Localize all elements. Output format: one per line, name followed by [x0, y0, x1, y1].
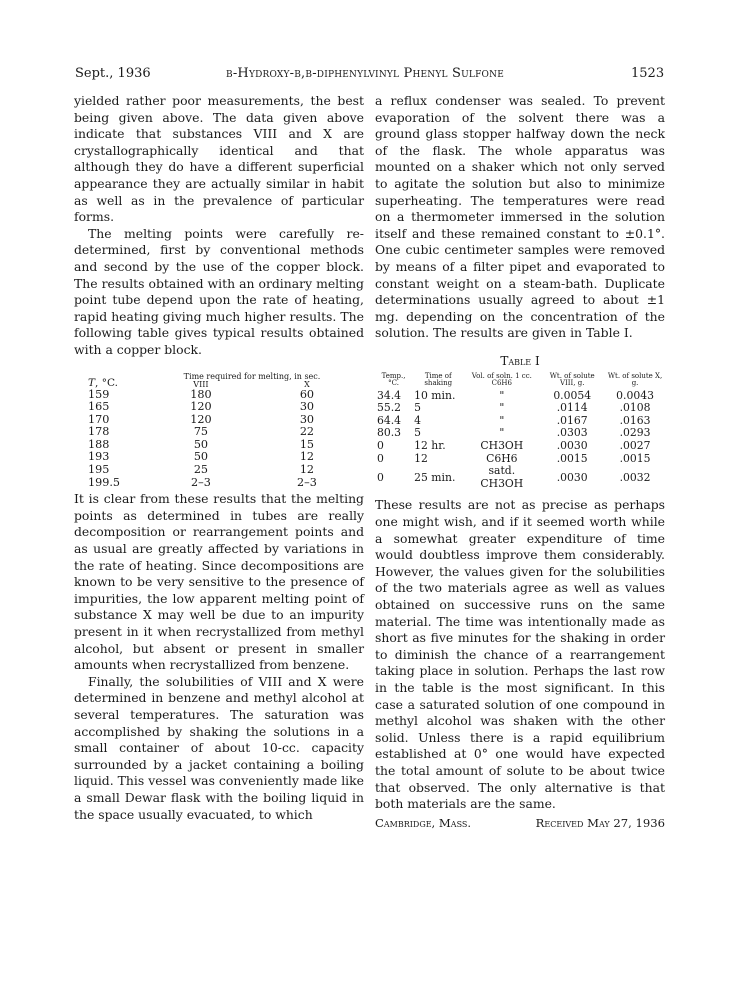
table-cell: 199.5: [88, 475, 121, 489]
table-cell: 180: [190, 387, 212, 401]
paragraph: It is clear from these results that the melting points as determined in tubes are really decomposition or rearrangement points and as usual are greatly affected by variations in the rate of heating. Since decompositions are known to be very sensitive to the presence of impurities, the low apparent melting point of substance X may well be due to an impurity present in it when recrystallized from methyl alcohol, but absent or present in smaller amounts when recrystallized from benzene.: [74, 491, 364, 673]
table-cell: 0: [377, 451, 384, 465]
table-row: [375, 453, 665, 466]
table-cell: 0: [377, 470, 384, 484]
table-cell: 5: [414, 426, 421, 440]
table-cell: .0027: [619, 439, 651, 453]
table-cell: 12: [299, 450, 315, 464]
table-cell: 50: [193, 450, 209, 464]
table-cell: 10 min.: [414, 388, 456, 402]
table-cell: C6H6: [486, 451, 518, 465]
melting-time-table: [88, 373, 358, 490]
table-cell: 75: [193, 425, 209, 439]
page-number: 1523: [631, 66, 665, 81]
table-cell: 188: [88, 437, 110, 451]
table-cell: 15: [299, 437, 315, 451]
table-cell: 2–3: [191, 475, 211, 489]
table-row: [88, 426, 358, 439]
table-cell: CH3OH: [480, 439, 524, 453]
table-cell: .0114: [556, 401, 588, 415]
received-date: Received May 27, 1936: [535, 815, 665, 830]
table-cell: .0108: [619, 401, 651, 415]
table-cell: 22: [299, 425, 315, 439]
left-column: [74, 93, 364, 823]
table-cell: 2–3: [297, 475, 317, 489]
table-cell: .0163: [619, 413, 651, 427]
table-cell: 195: [88, 463, 110, 477]
table-cell: 178: [88, 425, 110, 439]
table-cell: 0: [377, 439, 384, 453]
table-cell: 55.2: [377, 401, 402, 415]
table-body: [88, 389, 358, 490]
table-cell: 159: [88, 387, 110, 401]
table-row: [375, 402, 665, 415]
table-caption: Table I: [500, 353, 540, 368]
col-header-temp: T, °C.: [88, 376, 118, 389]
table-row: [88, 401, 358, 414]
col-header: Temp., °C.: [381, 371, 406, 388]
table-cell: 170: [88, 412, 110, 426]
col-header: Time of shaking: [424, 371, 453, 388]
table-cell: 25: [193, 463, 209, 477]
col-header: Wt. of solute VIII, g.: [549, 371, 595, 388]
col-header: Vol. of soln. 1 cc. C6H6: [471, 371, 532, 388]
table-cell: 12: [414, 451, 428, 465]
table-cell: 25 min.: [414, 470, 456, 484]
table-cell: 120: [190, 412, 212, 426]
running-head-date: Sept., 1936: [75, 66, 151, 81]
table-row: [88, 414, 358, 427]
table-cell: .0167: [556, 413, 588, 427]
table-cell: 12: [299, 463, 315, 477]
table-cell: ": [499, 401, 505, 415]
table-cell: 50: [193, 437, 209, 451]
table-cell: 0.0054: [553, 388, 592, 402]
table-row: [88, 477, 358, 490]
table-cell: 34.4: [377, 388, 402, 402]
table-cell: .0032: [619, 470, 651, 484]
table-cell: 60: [299, 387, 315, 401]
paragraph: a reflux condenser was sealed. To prevent evaporation of the solvent there was a ground glass stopper halfway down the neck of the flask. The whole apparatus was mounted on a shaker which not only served to agitate the solution but also to minimize superheating. The temperatures were read on a thermometer immersed in the solution itself and these remained constant to ±0.1°. One cubic centimeter samples were removed by means of a filter pipet and evaporated to constant weight on a steam-bath. Duplicate determinations usually agreed to about ±1 mg. depending on the concentration of the solution. The results are given in Table I.: [375, 93, 665, 341]
table-cell: ": [499, 413, 505, 427]
table-header-row: [375, 373, 665, 390]
table-row: [88, 439, 358, 452]
table-row: [88, 451, 358, 464]
table-cell: 80.3: [377, 426, 402, 440]
paragraph: The melting points were carefully re-determined, first by conventional methods and second by the use of the copper block. The results obtained with an ordinary melting point tube depend upon the rate of heating, rapid heating giving much higher results. The following table gives typical results obtained with a copper block.: [74, 225, 364, 357]
article-footer: [375, 815, 665, 832]
table-cell: ": [499, 388, 505, 402]
table-cell: 30: [299, 412, 315, 426]
table-row: [88, 464, 358, 477]
table-cell: 5: [414, 401, 421, 415]
table-cell: satd. CH3OH: [480, 464, 524, 490]
table-cell: .0015: [619, 451, 651, 465]
paragraph: These results are not as precise as perhaps one might wish, and if it seemed worth while a somewhat greater expenditure of time would doubtless improve them considerably. However, the values given for the solubilities of the two materials agree as well as values obtained on successive runs on the same material. The time was intentionally made as short as five minutes for the shaking in order to diminish the chance of a rearrangement taking place in solution. Perhaps the last row in the table is the most significant. In this case a saturated solution of one compound in methyl alcohol was shaken with the other solid. Unless there is a rapid equilibrium established at 0° one would have expected the total amount of solute to be about twice that observed. The only alternative is that both materials are the same.: [375, 497, 665, 812]
col-header-viii: VIII: [193, 379, 209, 389]
running-head-title: β-Hydroxy-β,β-diphenylvinyl Phenyl Sulfone: [226, 66, 504, 81]
col-header: Wt. of solute X, g.: [607, 371, 663, 388]
solubility-table: [375, 373, 665, 491]
table-cell: 30: [299, 400, 315, 414]
table-cell: ": [499, 426, 505, 440]
table-cell: .0303: [556, 426, 588, 440]
table-cell: .0030: [556, 470, 588, 484]
table-cell: .0030: [556, 439, 588, 453]
table-cell: 165: [88, 400, 110, 414]
right-column: [375, 93, 665, 831]
table-row: [88, 389, 358, 402]
paragraph: yielded rather poor measurements, the best being given above. The data given above indicate that substances VIII and X are crystallographically identical and that although they do have a different superficial appearance they are actually similar in habit as well as in the prevalence of particular forms.: [74, 93, 364, 225]
table-row: [375, 440, 665, 453]
table-cell: 4: [414, 413, 421, 427]
table-row: [375, 465, 665, 490]
paragraph: Finally, the solubilities of VIII and X were determined in benzene and methyl alcohol at several temperatures. The saturation was accomplished by shaking the solutions in a small container of about 10-cc. capacity surrounded by a jacket containing a boiling liquid. This vessel was conveniently made like a small Dewar flask with the boiling liquid in the space usually evacuated, to which: [74, 673, 364, 822]
col-header-x: X: [304, 379, 310, 389]
table-cell: 193: [88, 450, 110, 464]
table-cell: .0293: [619, 426, 651, 440]
table-body: [375, 390, 665, 491]
table-title: Time required for melting, in sec.: [183, 371, 321, 381]
table-cell: 12 hr.: [414, 439, 446, 453]
table-cell: 0.0043: [616, 388, 654, 402]
table-cell: 120: [190, 400, 212, 414]
affiliation-location: Cambridge, Mass.: [375, 815, 472, 830]
table-cell: .0015: [556, 451, 588, 465]
table-cell: 64.4: [377, 413, 402, 427]
